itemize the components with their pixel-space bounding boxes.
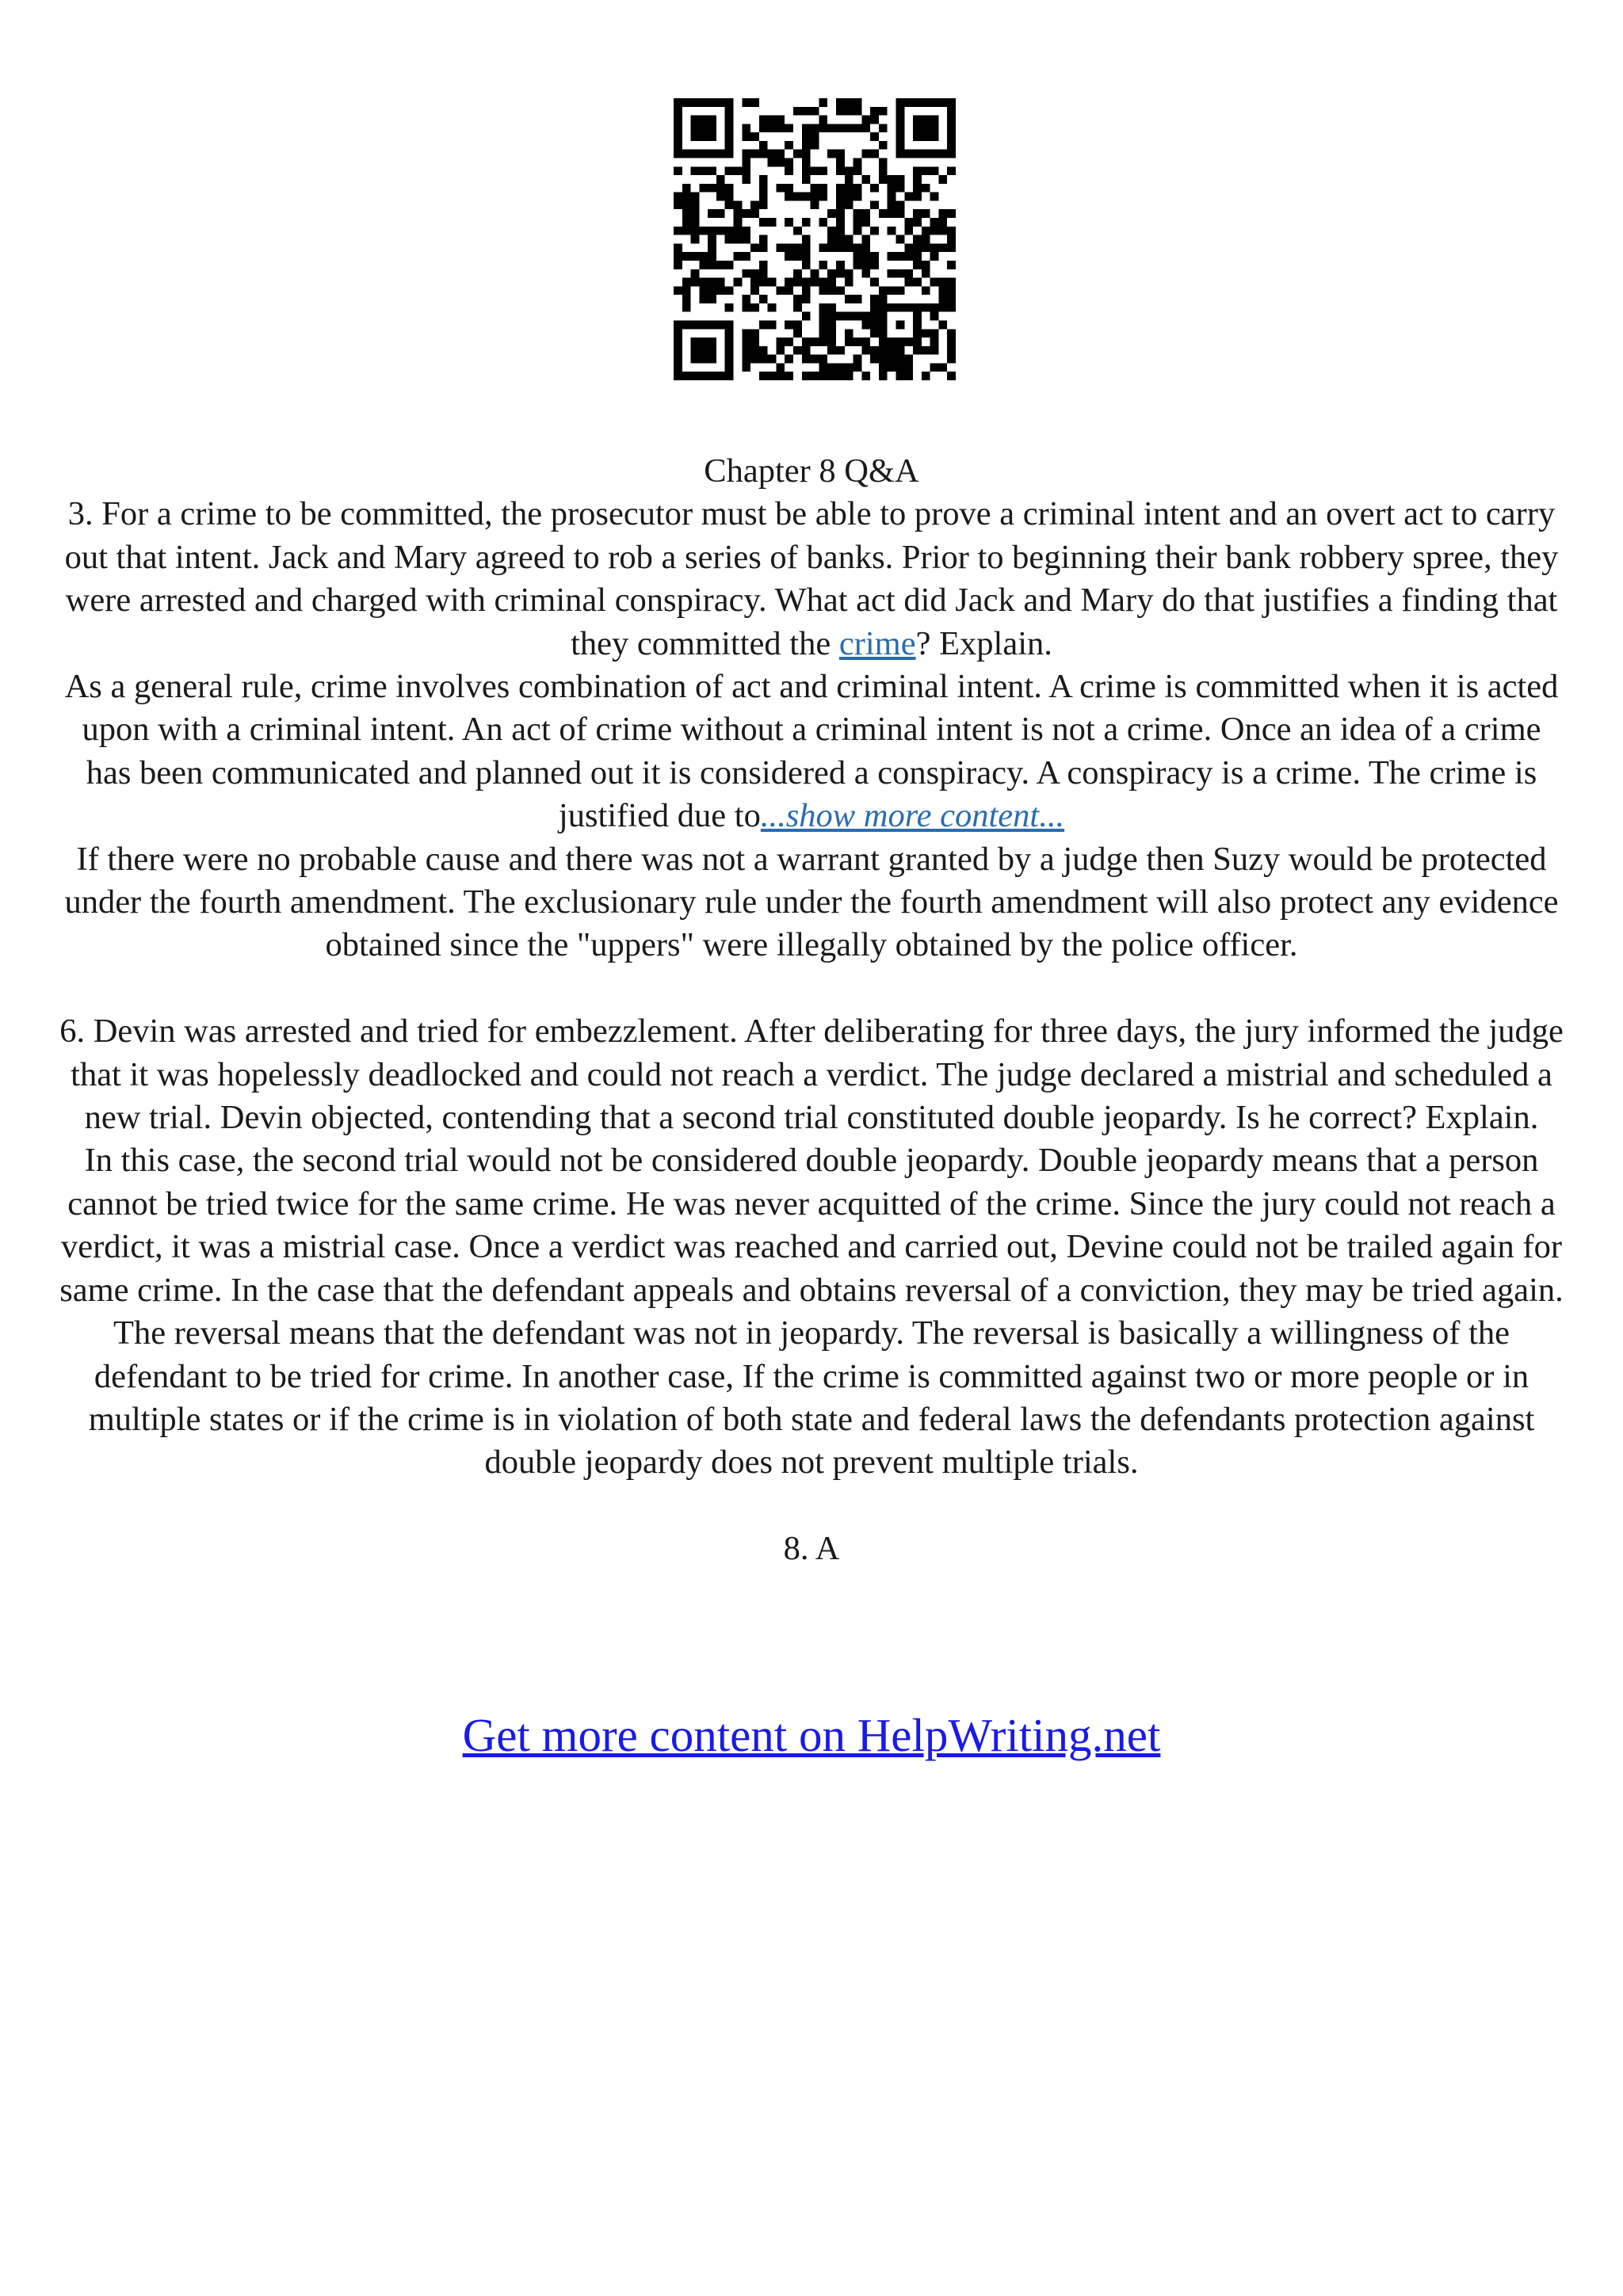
get-more-content-link[interactable]: Get more content on HelpWriting.net [462, 1709, 1161, 1761]
crime-link[interactable]: crime [838, 624, 916, 662]
qr-code-graphic [674, 98, 956, 380]
paragraph-spacer [55, 1485, 1568, 1527]
footer-cta [0, 1707, 1623, 1764]
question-3-text: 3. For a crime to be committed, the prosecutor must be able to prove a criminal intent and an overt act to carry out that intent. Jack and Mary agreed to rob a series of banks. Prior to beginning their bank robbery spree, they were arrested and charged with criminal conspiracy. What act did Jack and Mary do that justifies a finding that they committed the [64, 495, 1559, 662]
answer-3-continuation: If there were no probable cause and there was not a warrant granted by a judge then Suzy would be protected under the fourth amendment. The exclusionary rule under the fourth amendment will also protect any evidence obtained since the "uppers" were illegally obtained by the police officer. [64, 840, 1559, 964]
question-6: 6. Devin was arrested and tried for embezzlement. After deliberating for three days, the jury informed the judge that it was hopelessly deadlocked and could not reach a verdict. The judge declared a mistrial and scheduled a new trial. Devin objected, contending that a second trial constituted double jeopardy. Is he correct? Explain. [59, 1013, 1564, 1137]
answer-3 [55, 666, 1568, 838]
question-3 [55, 493, 1568, 666]
question-8: 8. A [783, 1530, 840, 1568]
document-body [55, 450, 1568, 1571]
paragraph-spacer [55, 967, 1568, 1010]
show-more-link[interactable]: ...show more content... [760, 797, 1065, 835]
answer-3-text: As a general rule, crime involves combination of act and criminal intent. A crime is committed when it is acted upon with a criminal intent. An act of crime without a criminal intent is not a crime. Once an idea of a crime has been communicated and planned out it is considered a conspiracy. A conspiracy is a crime. The crime is justified due to [64, 668, 1559, 835]
qr-code-icon [674, 98, 956, 380]
page-title: Chapter 8 Q&A [704, 452, 919, 490]
question-3-suffix: ? Explain. [915, 624, 1052, 662]
answer-6: In this case, the second trial would not be considered double jeopardy. Double jeopardy means that a person cannot be tried twice for the same crime. He was never acquitted of the crime. Since the jury could not reach a verdict, it was a mistrial case. Once a verdict was reached and carried out, Devine could not be trailed again for same crime. In the case that the defendant appeals and obtains reversal of a conviction, they may be tried again. The reversal means that the defendant was not in jeopardy. The reversal is basically a willingness of the defendant to be tried for crime. In another case, If the crime is committed against two or more people or in multiple states or if the crime is in violation of both state and federal laws the defendants protection against double jeopardy does not prevent multiple trials. [59, 1142, 1564, 1482]
